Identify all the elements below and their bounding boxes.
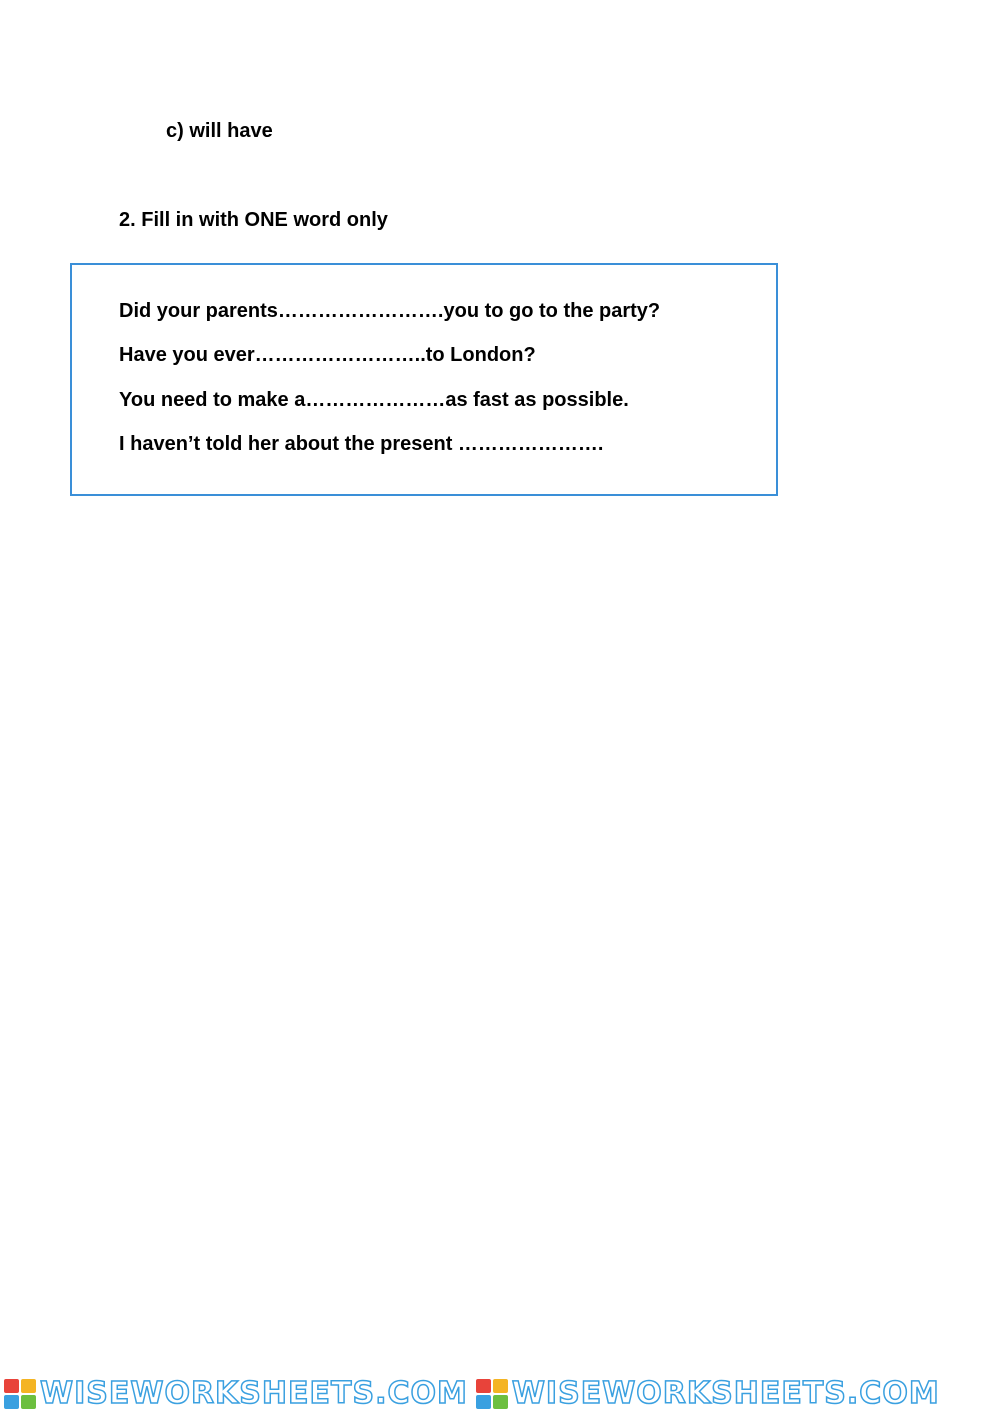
watermark-unit bbox=[476, 1376, 940, 1411]
exercise-sentence: Did your parents…………………….you to go to the party? bbox=[119, 300, 661, 322]
watermark-text: WISEWORKSHEETS.COM bbox=[511, 1376, 940, 1411]
exercise-sentence: Have you ever……………………..to London? bbox=[119, 344, 536, 366]
wiseworksheets-logo-icon bbox=[4, 1379, 36, 1409]
fill-in-exercise-box bbox=[70, 263, 778, 496]
answer-option-c: c) will have bbox=[166, 120, 273, 142]
section-title: 2. Fill in with ONE word only bbox=[119, 209, 388, 231]
exercise-sentence: You need to make a…………………as fast as possible. bbox=[119, 389, 629, 411]
footer-watermark bbox=[0, 1375, 1000, 1413]
watermark-unit bbox=[4, 1376, 468, 1411]
wiseworksheets-logo-icon bbox=[476, 1379, 508, 1409]
watermark-text: WISEWORKSHEETS.COM bbox=[40, 1376, 468, 1411]
exercise-sentence: I haven’t told her about the present …………………. bbox=[119, 433, 604, 455]
